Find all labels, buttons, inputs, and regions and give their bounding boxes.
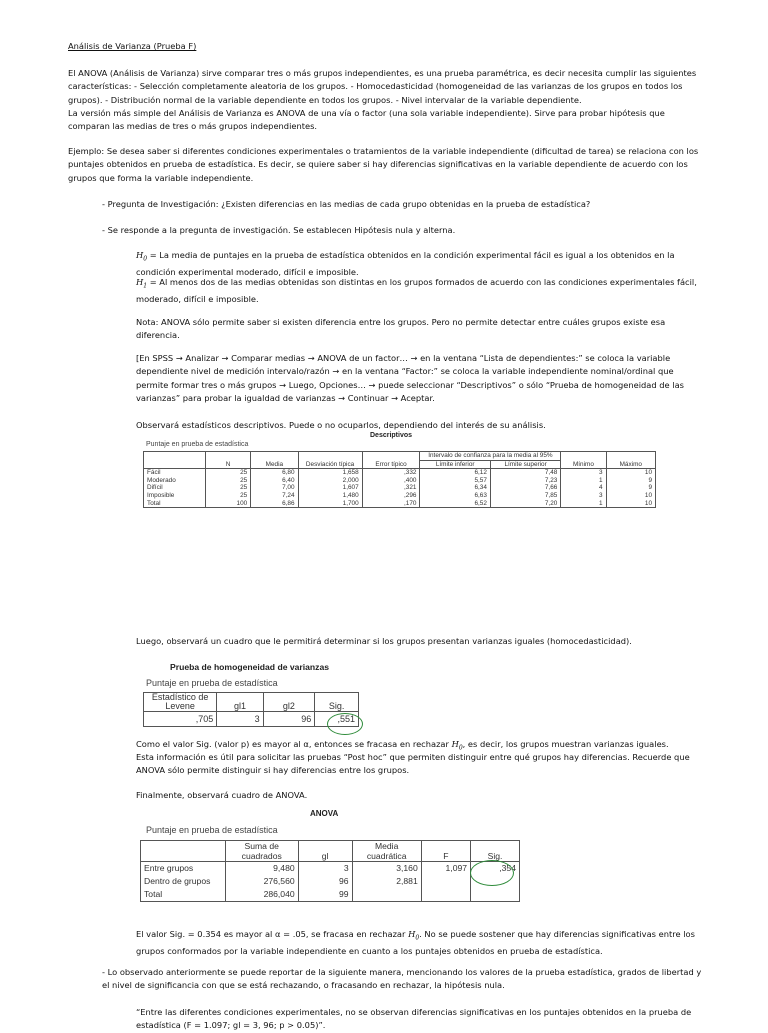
descriptivos-table xyxy=(143,451,656,508)
cell: ,354 xyxy=(471,862,520,876)
cell: 6,34 xyxy=(420,484,490,492)
cell: 2,000 xyxy=(298,477,362,485)
table-row xyxy=(141,888,520,902)
cell: ,705 xyxy=(144,712,217,727)
desc-header-error: Error típico xyxy=(362,452,420,469)
alternative-hypothesis xyxy=(136,276,702,306)
hypothesis-intro: - Se responde a la pregunta de investigación. Se establecen Hipótesis nula y alterna. xyxy=(102,225,456,235)
anova-table xyxy=(140,840,520,902)
document-title: Análisis de Varianza (Prueba F) xyxy=(68,41,197,51)
cell: 1,097 xyxy=(421,862,470,876)
cell: 100 xyxy=(206,500,251,508)
desc-header-maximo: Máximo xyxy=(606,452,655,469)
cell: Total xyxy=(144,500,206,508)
cell: Difícil xyxy=(144,484,206,492)
anova-sig-highlight-circle xyxy=(470,860,514,886)
anova-interpretation: El valor Sig. = 0.354 es mayor al α = .05, se fracasa en rechazar $H_0$. No se puede sostener que hay diferencias significativas entre los grupos conformados por la variable independiente en cuanto a los puntajes obtenidos en prueba de estadística. xyxy=(136,929,695,957)
levene-header-gl2: gl2 xyxy=(263,693,315,712)
cell: 286,040 xyxy=(225,888,298,902)
cell: 9 xyxy=(606,484,655,492)
cell: 3 xyxy=(561,492,606,500)
desc-header-minimo: Mínimo xyxy=(561,452,606,469)
cell: 25 xyxy=(206,477,251,485)
table-row xyxy=(144,469,656,477)
cell: Fácil xyxy=(144,469,206,477)
cell xyxy=(421,888,470,902)
levene-interpretation: Como el valor Sig. (valor p) es mayor al α, entonces se fracasa en rechazar $H_0$, es decir, los grupos muestran varianzas iguales. xyxy=(136,739,669,752)
cell: 9,480 xyxy=(225,862,298,876)
cell: 7,48 xyxy=(490,469,560,477)
cell: 276,560 xyxy=(225,875,298,888)
cell: 6,12 xyxy=(420,469,490,477)
cell: Total xyxy=(141,888,226,902)
post-hoc-note: Esta información es útil para solicitar las pruebas “Post hoc” que permiten distinguir entre qué grupos hay diferencias. Recuerde que ANOVA sólo permite distinguir si hay diferencias entre los grupos. xyxy=(136,752,690,776)
levene-intro: Luego, observará un cuadro que le permitirá determinar si los grupos presentan varianzas iguales (homocedasticidad). xyxy=(136,636,632,646)
desc-header-n: N xyxy=(206,452,251,469)
cell: ,170 xyxy=(362,500,420,508)
intro-paragraph-2: La versión más simple del Análisis de Varianza es ANOVA de una vía o factor (una sola variable independiente). Sirve para probar hipótesis que comparan las medias de tres o más grupos independientes. xyxy=(68,108,665,132)
anova-subtitle: Puntaje en prueba de estadística xyxy=(146,825,278,835)
research-question: - Pregunta de Investigación: ¿Existen diferencias en las medias de cada grupo obtenidas en la prueba de estadística? xyxy=(102,199,591,209)
cell: 25 xyxy=(206,492,251,500)
cell: 7,00 xyxy=(251,484,298,492)
levene-subtitle: Puntaje en prueba de estadística xyxy=(146,678,278,688)
cell: 1,700 xyxy=(298,500,362,508)
cell: 96 xyxy=(298,875,352,888)
h0-text: = La media de puntajes en la prueba de estadística obtenidos en la condición experimental fácil es igual a los obtenidos en la condición experimental moderado, difícil e imposible. xyxy=(136,250,675,278)
table-row xyxy=(141,862,520,876)
cell: 7,23 xyxy=(490,477,560,485)
cell: 3 xyxy=(217,712,263,727)
cell: 25 xyxy=(206,469,251,477)
h1-symbol: $H_1$ xyxy=(136,277,148,290)
cell: ,296 xyxy=(362,492,420,500)
cell: ,321 xyxy=(362,484,420,492)
report-instructions: - Lo observado anteriormente se puede reportar de la siguiente manera, mencionando los valores de la prueba estadística, grados de libertad y el nivel de significancia con que se está rechazando, o fracasando en rechazar, la hipótesis nula. xyxy=(102,967,702,991)
table-row xyxy=(144,492,656,500)
cell: 4 xyxy=(561,484,606,492)
descriptivos-subtitle: Puntaje en prueba de estadística xyxy=(146,441,249,448)
cell: 3 xyxy=(298,862,352,876)
table-row xyxy=(144,477,656,485)
anova-header-sig: Sig. xyxy=(471,841,520,862)
spss-instructions: [En SPSS → Analizar → Comparar medias → ANOVA de un factor… → en la ventana “Lista de dependientes:” se coloca la variable dependiente nivel de medición intervalo/razón → en la ventana “Factor:” se coloca la variable independiente nominal/ordinal que permite formar tres o más grupos → Luego, Opciones… → puede seleccionar “Descriptivos” o sólo “Prueba de homogeneidad de las varianzas” para probar la igualdad de varianzas → Continuar → Aceptar. xyxy=(136,353,685,404)
intro-paragraph: El ANOVA (Análisis de Varianza) sirve comparar tres o más grupos independientes, es una prueba paramétrica, es decir necesita cumplir las siguientes características: - Selección completamente aleatoria de los grupos. - Homocedasticidad (homogeneidad de las varianzas de los grupos en todos los grupos). - Distribución normal de la variable dependiente en todos los grupos. - Nivel intervalar de la variable dependiente. xyxy=(68,68,697,105)
anova-intro: Finalmente, observará cuadro de ANOVA. xyxy=(136,790,308,800)
cell: 3,160 xyxy=(352,862,421,876)
null-hypothesis xyxy=(136,249,702,279)
cell: 7,24 xyxy=(251,492,298,500)
levene-header-statistic: Estadístico de Levene xyxy=(144,693,217,712)
anova-note: Nota: ANOVA sólo permite saber si existen diferencia entre los grupos. Pero no permite detectar entre cuáles grupos existe esa diferencia. xyxy=(136,317,666,341)
cell: 1 xyxy=(561,477,606,485)
sig-highlight-circle xyxy=(327,713,363,735)
anova-header-f: F xyxy=(421,841,470,862)
desc-header-limite-inferior: Límite inferior xyxy=(420,460,490,469)
levene-header-sig: Sig. xyxy=(315,693,359,712)
cell: 10 xyxy=(606,500,655,508)
anova-header-blank xyxy=(141,841,226,862)
report-quote: “Entre las diferentes condiciones experimentales, no se observan diferencias significativas en los puntajes obtenidos en la prueba de estadística (F = 1.097; gl = 3, 96; p > 0.05)”. xyxy=(136,1007,692,1031)
cell: ,400 xyxy=(362,477,420,485)
cell: 99 xyxy=(298,888,352,902)
desc-header-ci: Intervalo de confianza para la media al 95% xyxy=(420,452,561,461)
cell: 7,66 xyxy=(490,484,560,492)
desc-header-limite-superior: Límite superior xyxy=(490,460,560,469)
cell: 5,57 xyxy=(420,477,490,485)
cell: 1,480 xyxy=(298,492,362,500)
cell: Entre grupos xyxy=(141,862,226,876)
cell xyxy=(421,875,470,888)
cell: 7,20 xyxy=(490,500,560,508)
anova-header-suma: Suma de cuadrados xyxy=(225,841,298,862)
levene-header-gl1: gl1 xyxy=(217,693,263,712)
cell: 6,80 xyxy=(251,469,298,477)
descriptivos-title: Descriptivos xyxy=(370,432,413,439)
cell: 10 xyxy=(606,492,655,500)
table-row xyxy=(144,484,656,492)
cell: 6,63 xyxy=(420,492,490,500)
anova-header-media: Media cuadrática xyxy=(352,841,421,862)
example-paragraph: Ejemplo: Se desea saber si diferentes condiciones experimentales o tratamientos de la variable independiente (dificultad de tarea) se relaciona con los puntajes obtenidos en prueba de estadística. Es decir, se quiere saber si hay diferencias significativas en la variable dependiente de acuerdo con los grupos que forma la variable independiente. xyxy=(68,146,699,183)
desc-header-blank xyxy=(144,452,206,469)
cell: Imposible xyxy=(144,492,206,500)
cell: 3 xyxy=(561,469,606,477)
h0-symbol: $H_0$ xyxy=(136,250,148,263)
table-row xyxy=(141,875,520,888)
cell: 6,86 xyxy=(251,500,298,508)
anova-title: ANOVA xyxy=(310,809,339,818)
cell: 2,881 xyxy=(352,875,421,888)
cell: ,551 xyxy=(315,712,359,727)
desc-header-desviacion: Desviación típica xyxy=(298,452,362,469)
cell: Moderado xyxy=(144,477,206,485)
levene-title: Prueba de homogeneidad de varianzas xyxy=(170,662,330,672)
h1-text: = Al menos dos de las medias obtenidas son distintas en los grupos formados de acuerdo con las condiciones experimentales fácil, moderado, difícil e imposible. xyxy=(136,277,697,305)
cell: 25 xyxy=(206,484,251,492)
cell: 10 xyxy=(606,469,655,477)
cell: 7,85 xyxy=(490,492,560,500)
cell: 96 xyxy=(263,712,315,727)
cell: 6,52 xyxy=(420,500,490,508)
cell: 1,607 xyxy=(298,484,362,492)
cell: 1 xyxy=(561,500,606,508)
cell xyxy=(471,888,520,902)
cell: 9 xyxy=(606,477,655,485)
descriptives-intro: Observará estadísticos descriptivos. Puede o no ocuparlos, dependiendo del interés de su análisis. xyxy=(136,420,546,430)
cell: 6,40 xyxy=(251,477,298,485)
cell xyxy=(352,888,421,902)
anova-header-gl: gl xyxy=(298,841,352,862)
cell: ,332 xyxy=(362,469,420,477)
table-row xyxy=(144,500,656,508)
cell: 1,658 xyxy=(298,469,362,477)
desc-header-media: Media xyxy=(251,452,298,469)
cell: Dentro de grupos xyxy=(141,875,226,888)
